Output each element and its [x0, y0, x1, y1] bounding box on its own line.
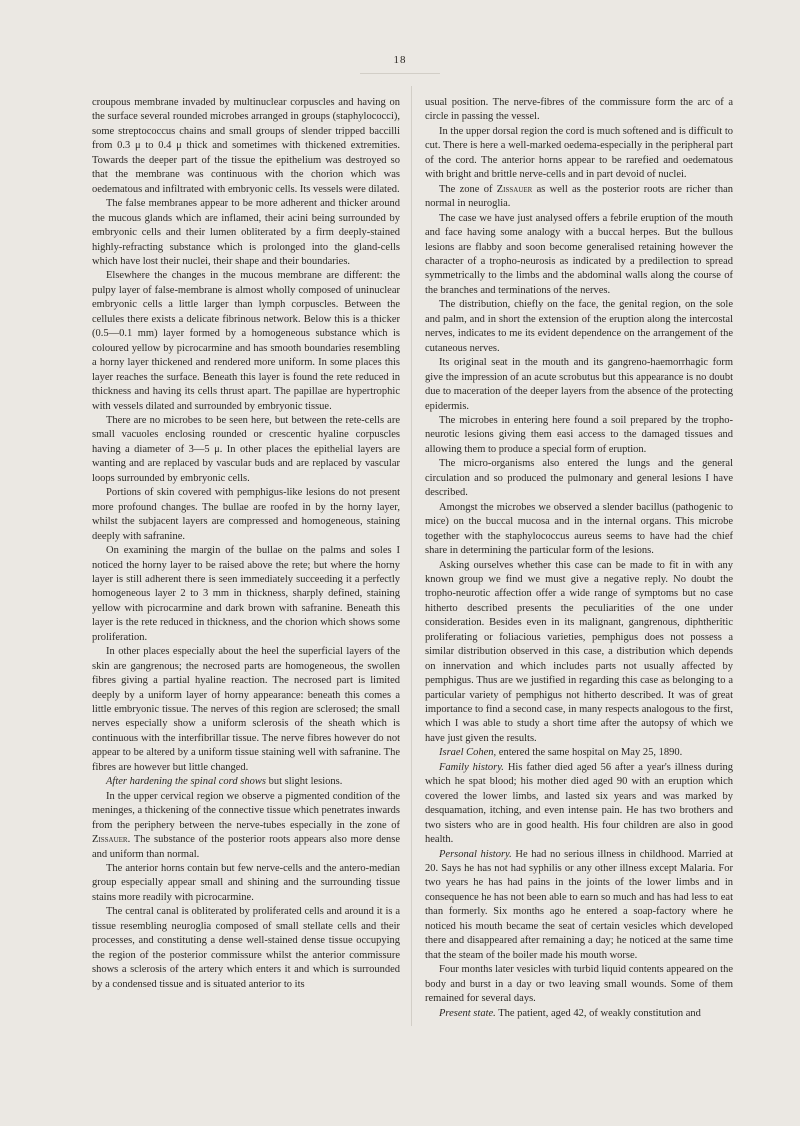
section-label: Personal history.: [439, 848, 512, 860]
paragraph-text: The patient, aged 42, of weakly constitution and: [495, 1007, 701, 1019]
paragraph: Elsewhere the changes in the mucous membrane are different: the pulpy layer of false-membrane is almost wholly composed of uninuclear embryonic cells a little larger than lymph corpuscles. Between the cellules there exists a delicate fibrinous network. Below this is a thicker (0.5—0.1 mm) layer formed by a homogeneous substance which is coloured yellow by picrocarmine and has smooth boundaries resembling a horny layer thickened and rendered more uniform. In some places this layer reaches the surface. Beneath this layer is found the rete reduced in thickness and having its cells thrust apart. The papillae are hypertrophic with vessels dilated and surrounded by embryonic tissue.: [92, 270, 400, 412]
paragraph-text: His father died aged 56 after a year's illness during which he spat blood; his mother died aged 90 with an eruption which covered the lower limbs, and lasted six years and was marked by desquamation, itching, and even intense pain. He has two brothers and two sisters who are in good health. His four children are also in good health.: [425, 761, 733, 846]
paragraph: There are no microbes to be seen here, but between the rete-cells are small vacuoles enclosing rounded or crescentic hyaline corpuscles having a diameter of 3—5 μ. In other places the epithelial layers are wanting and are replaced by vascular buds and are replaced by vascular loops surrounded by embryonic cells.: [92, 414, 400, 484]
paragraph: [92, 775, 400, 789]
paragraph-text: . The substance of the posterior roots appears also more dense and uniform than normal.: [92, 834, 400, 860]
section-heading-italic: After hardening the spinal cord shows: [106, 776, 266, 788]
proper-name: Zissauer: [496, 183, 533, 195]
paragraph: Asking ourselves whether this case can be made to fit in with any known group we find we must give a negative reply. No doubt the tropho-neurotic affection offer a wide range of symptoms but no case hitherto described presents the peculiarities of the one under consideration. Besides even in its malignant, gangrenous, diphtheritic proliferating or foliacious varieties, pemphigus does not possess a similar distribution observed in this case, a distribution which depends on innervation and which includes parts not usually affected by pemphigus. Thus are we justified in regarding this case as belonging to a particular variety of pemphigus not hitherto described. It was of great importance to find a second case, in many respects analogous to the first, which I was able to study a short time after the autopsy of which we have just given the results.: [425, 559, 733, 744]
paragraph-text: but slight lesions.: [265, 776, 343, 788]
paragraph-text: entered the same hospital on May 25, 1890.: [496, 747, 683, 759]
paragraph: [425, 1007, 733, 1021]
paragraph: The anterior horns contain but few nerve-cells and the antero-median group especially appear small and shining and the surrounding tissue stains more readily with picrocarmine.: [92, 863, 400, 903]
paragraph: [425, 183, 733, 212]
proper-name: Zissauer: [92, 834, 128, 846]
right-column: [425, 96, 733, 1021]
paragraph: [92, 790, 400, 862]
paragraph: Amongst the microbes we observed a slender bacillus (pathogenic to mice) on the buccal mucosa and in the internal organs. This microbe together with the staphylococcus aureus seems to have had the chief share in determining the particular form of the lesions.: [425, 501, 733, 557]
paragraph: Four months later vesicles with turbid liquid contents appeared on the body and burst in a day or two leaving small wounds. Some of them remained for several days.: [425, 964, 733, 1005]
patient-name: Israel Cohen,: [439, 747, 497, 759]
paragraph-text: as well as the posterior roots are richer than normal in neuroglia.: [425, 183, 733, 210]
paragraph: [425, 761, 733, 848]
paragraph: In the upper dorsal region the cord is much softened and is difficult to cut. There is here a well-marked oedema-especially in the peripheral part of the cord. The anterior horns appear to be rarefied and oedematous with bright and brittle nerve-cells and in part devoid of nuclei.: [425, 125, 733, 181]
paragraph: The case we have just analysed offers a febrile eruption of the mouth and face having some analogy with a buccal herpes. But the bullous lesions are flabby and soon become generalised retaining however the character of a tropho-neurosis as indicated by a predilection to spread symmetrically to the limbs and the abdominal walls along the course of the branches and terminations of the nerves.: [425, 212, 733, 296]
paragraph: Its original seat in the mouth and its gangreno-haemorrhagic form give the impression of an acute scrobutus but this appearance is no doubt due to maceration of the deeper layers from the absence of the protecting epidermis.: [425, 357, 733, 412]
paragraph-text: The zone of: [439, 183, 497, 195]
paragraph: In other places especially about the heel the superficial layers of the skin are gangrenous; the necrosed parts are homogeneous, the swollen fibres giving a partial hyaline reaction. The necrosed part is limited deeply by a uniform layer of horny appearance: beneath this comes a little embryonic tissue. The nerves of this region are sclerosed; the small nerves especially show a uniform sclerosis of the sheath which is continuous with the interfibrillar tissue. The nerve fibres however do not appear to be altered by a uniform tissue staining well with safranine. The fibres are however but little changed.: [92, 646, 400, 773]
paragraph: [425, 746, 733, 760]
left-column: [92, 96, 400, 992]
paragraph-text: He had no serious illness in childhood. Married at 20. Says he has not had syphilis or any other illness except Malaria. For two years he has had pains in the joints of the lower limbs and in consequence he has not been able to earn so much and has had less to eat than formerly. Six months ago he entered a soap-factory where he noticed his mouth became the seat of certain vesicles which developed there and disappeared after remaining a day; he noticed at the same time that the steam of the boiler made his mouth worse.: [425, 848, 733, 961]
paragraph: croupous membrane invaded by multinuclear corpuscles and having on the surface several rounded microbes arranged in groups (staphylococci), some streptococcus chains and small groups of slender tripped baccilli from 0.3 μ to 0.4 μ thick and sometimes with thickened extremities. Towards the deeper part of the tissue the epithelium was destroyed so that the membrane was continuous with the chorion which was oedematous and infiltrated with embryonic cells. Its vessels were dilated.: [92, 97, 400, 195]
paragraph: [425, 848, 733, 964]
column-divider: [411, 86, 412, 1026]
paragraph: The false membranes appear to be more adherent and thicker around the mucous glands which are inflamed, their acini being surrounded by embryonic cells and their lumen obliterated by a firm deeply-stained highly-refracting substance which is prolonged into the gland-cells which have lost their nuclei, their shape and their boundaries.: [92, 198, 400, 267]
paragraph-text: In the upper cervical region we observe a pigmented condition of the meninges, a thickening of the connective tissue which penetrates inwards from the periphery between the nerve-tubes especially in the zone of: [92, 790, 400, 831]
paragraph: The microbes in entering here found a soil prepared by the tropho-neurotic lesions giving them easi access to the damaged tissues and allowing them to produce a special form of eruption.: [425, 414, 733, 455]
paragraph: usual position. The nerve-fibres of the commissure form the arc of a circle in passing the vessel.: [425, 97, 733, 123]
paragraph: On examining the margin of the bullae on the palms and soles I noticed the horny layer to be raised above the rete; but where the horny layer is still adherent there is seen immediately succeeding it a perfectly homogeneous layer 2 to 3 mm in thickness, sharply defined, staining yellow with picrocarmine and dark brown with safranine. Beneath this layer is the rete reduced in thickness, and the chorion which shows some proliferation.: [92, 545, 400, 643]
section-label: Family history.: [439, 761, 504, 773]
section-label: Present state.: [439, 1007, 496, 1019]
paragraph: The central canal is obliterated by proliferated cells and around it is a tissue resembling neuroglia composed of small stellate cells and their processes, and constituting a dense well-stained dense tissue occupying the region of the posterior commissure whilst the anterior commissure shows a sclerosis of the artery which enters it and which is surrounded by a condensed tissue and is situated anterior to its: [92, 906, 400, 990]
header-rule: [360, 73, 440, 74]
paragraph: The micro-organisms also entered the lungs and the general circulation and so produced the pulmonary and general lesions I have described.: [425, 458, 733, 499]
page-number: 18: [393, 54, 407, 66]
paragraph: Portions of skin covered with pemphigus-like lesions do not present more profound changes. The bullae are roofed in by the horny layer, whilst the subjacent layers are compressed and homogeneous, staining deeply with safranine.: [92, 487, 400, 542]
paragraph: The distribution, chiefly on the face, the genital region, on the sole and palm, and in short the extension of the eruption along the intercostal nerves, indicates to me its evident dependence on the arrangement of the cutaneous nerves.: [425, 299, 733, 354]
